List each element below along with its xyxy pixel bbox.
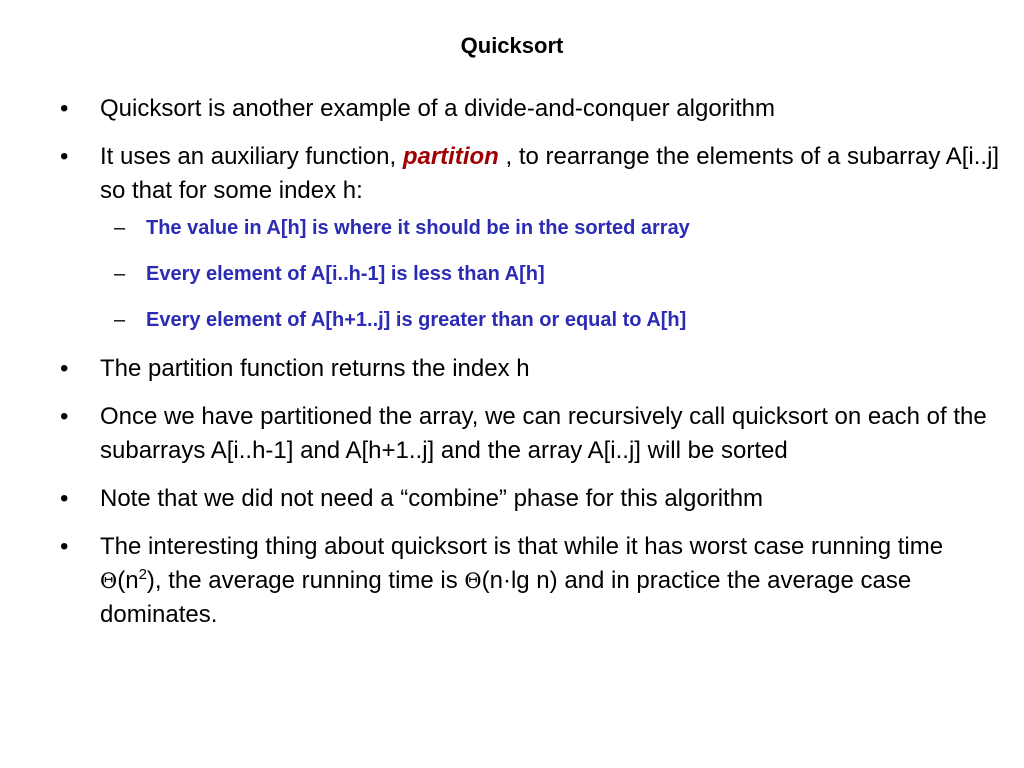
running-time-text: and in practice the average case dominates.	[100, 567, 912, 628]
partition-keyword: partition	[402, 143, 499, 170]
exponent: 2	[138, 566, 147, 583]
running-time-text: ), the average running time is	[146, 567, 465, 594]
dash-icon: –	[114, 263, 126, 285]
sub-item-text: The value in A[h] is where it should be in the sorted array	[146, 217, 690, 239]
bullet-dot-icon: •	[60, 143, 69, 170]
sub-item-text: Every element of A[h+1..j] is greater than or equal to A[h]	[146, 309, 687, 331]
sub-item-less-than	[100, 260, 1000, 288]
running-time-text: The interesting thing about quicksort is that while it has worst case running time	[100, 533, 944, 560]
dash-icon: –	[114, 309, 126, 331]
bullet-dot-icon: •	[60, 95, 69, 122]
bullet-item-no-combine	[60, 482, 1000, 516]
bullet-text: Quicksort is another example of a divide-and-conquer algorithm	[100, 95, 776, 122]
bullet-text: The partition function returns the index h	[100, 355, 530, 382]
average-case-expression: (n·lg n)	[481, 567, 558, 594]
bullet-item-partition-return	[60, 352, 1000, 386]
worst-case-expression: (n	[117, 567, 139, 594]
bullet-list	[60, 92, 1000, 646]
dash-icon: –	[114, 217, 126, 239]
partition-conditions-list	[100, 214, 1000, 334]
bullet-item-divide-and-conquer	[60, 92, 1000, 126]
sub-item-greater-or-equal	[100, 306, 1000, 334]
sub-item-text: Every element of A[i..h-1] is less than A[h]	[146, 263, 545, 285]
bullet-text-before: It uses an auxiliary function,	[100, 143, 403, 170]
bullet-dot-icon: •	[60, 533, 69, 560]
bullet-text: Once we have partitioned the array, we can recursively call quicksort on each of the subarrays A[i..h-1] and A[h+1..j] and the array A[i..j] will be sorted	[100, 403, 987, 464]
bullet-item-running-time	[60, 530, 1000, 632]
bullet-text: Note that we did not need a “combine” phase for this algorithm	[100, 485, 764, 512]
bullet-dot-icon: •	[60, 355, 69, 382]
slide-title: Quicksort	[460, 33, 564, 58]
bullet-item-recursive-call	[60, 400, 1000, 468]
theta-symbol: Θ	[100, 569, 118, 593]
bullet-dot-icon: •	[60, 485, 69, 512]
bullet-item-partition	[60, 140, 1000, 334]
theta-symbol: Θ	[464, 569, 482, 593]
sub-item-sorted-position	[100, 214, 1000, 242]
bullet-dot-icon: •	[60, 403, 69, 430]
bullet-text-after: , to rearrange the elements of a subarray A[i..j] so that for some index h:	[100, 143, 1000, 204]
